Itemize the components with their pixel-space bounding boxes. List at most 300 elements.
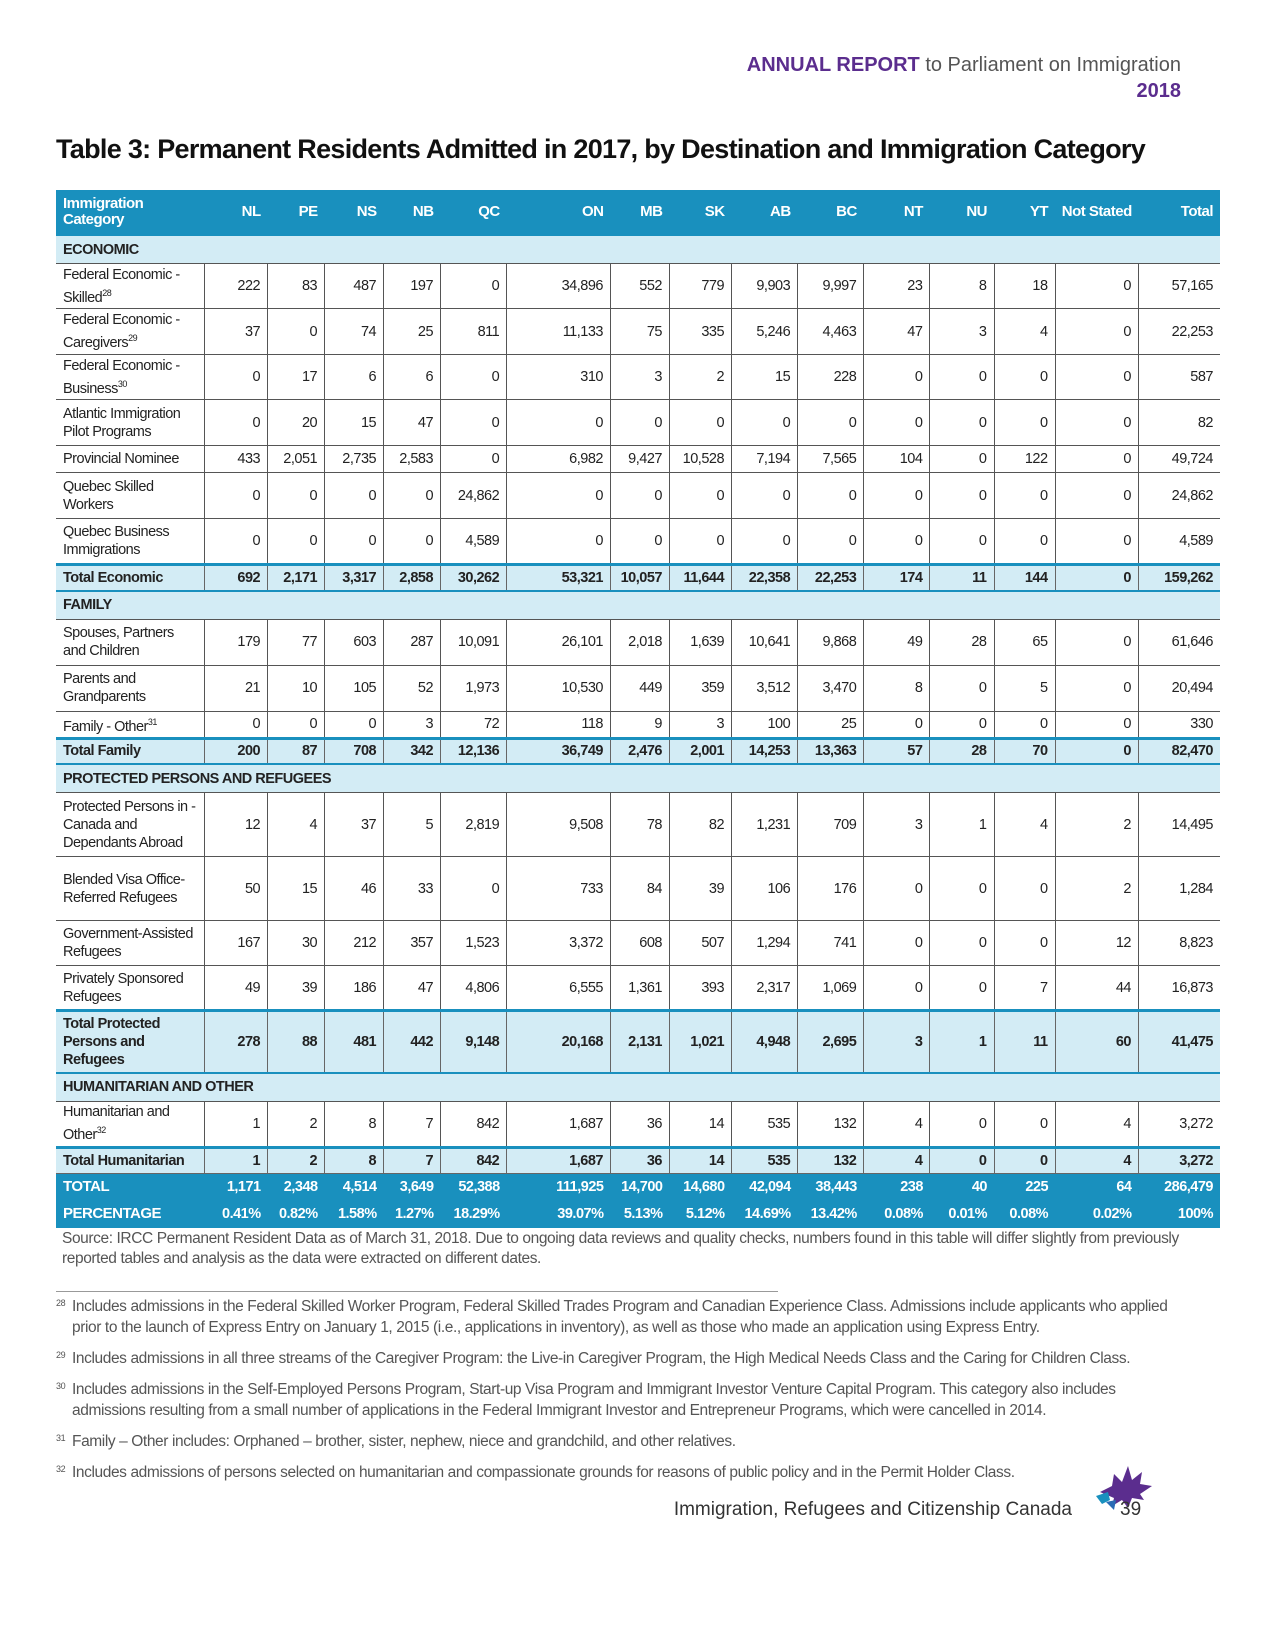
table-cell: 22,253 — [798, 565, 864, 591]
table-cell: 1 — [930, 793, 994, 857]
footnote — [56, 1462, 1186, 1483]
table-cell: 449 — [610, 665, 669, 711]
table-cell: 78 — [610, 793, 669, 857]
table-cell: 0 — [268, 519, 325, 565]
table-cell: 10,641 — [732, 619, 798, 665]
table-cell: 535 — [732, 1101, 798, 1147]
table-cell: 0.08% — [994, 1201, 1055, 1228]
table-cell: 1 — [205, 1101, 268, 1147]
subtotal-row — [56, 1147, 1220, 1173]
row-label — [56, 264, 205, 309]
table-cell: 4,514 — [325, 1173, 384, 1201]
table-cell: 433 — [205, 446, 268, 473]
row-label-text: Quebec Business Immigrations — [63, 524, 170, 558]
table-cell: 1,021 — [669, 1011, 731, 1073]
table-cell: 0 — [1055, 355, 1138, 400]
table-cell: 100 — [732, 711, 798, 738]
table-cell: 0 — [994, 1101, 1055, 1147]
table-cell: 18 — [994, 264, 1055, 309]
table-cell: 0 — [864, 711, 930, 738]
table-cell: 28 — [930, 738, 994, 764]
table-cell: 535 — [732, 1147, 798, 1173]
report-header — [747, 52, 1181, 104]
table-cell: 0 — [864, 921, 930, 966]
row-label — [56, 921, 205, 966]
table-cell: 0 — [930, 711, 994, 738]
table-cell: 842 — [441, 1101, 507, 1147]
table-cell: 38,443 — [798, 1173, 864, 1201]
table-cell: 65 — [994, 619, 1055, 665]
table-cell: 0 — [441, 355, 507, 400]
column-header: NL — [205, 190, 268, 235]
table-cell: 60 — [1055, 1011, 1138, 1073]
table-cell: 16,873 — [1138, 966, 1220, 1011]
table-cell: 0 — [732, 519, 798, 565]
table-cell: 779 — [669, 264, 731, 309]
table-cell: 33 — [384, 857, 441, 921]
table-cell: 5,246 — [732, 309, 798, 355]
row-label — [56, 619, 205, 665]
column-header: AB — [732, 190, 798, 235]
column-header: Total — [1138, 190, 1220, 235]
table-cell: 10,057 — [610, 565, 669, 591]
table-cell: 0 — [325, 473, 384, 519]
table-cell: 0 — [205, 473, 268, 519]
table-cell: 49 — [205, 966, 268, 1011]
table-cell: 8 — [930, 264, 994, 309]
row-label-text: Quebec Skilled Workers — [63, 478, 154, 513]
table-cell: 52,388 — [441, 1173, 507, 1201]
table-cell: 41,475 — [1138, 1011, 1220, 1073]
table-cell: 47 — [384, 400, 441, 446]
row-label-text: Federal Economic - Business — [63, 357, 180, 397]
table-cell: 0 — [798, 400, 864, 446]
table-cell: 4,806 — [441, 966, 507, 1011]
footnote-number: 29 — [56, 1350, 66, 1360]
table-cell: 481 — [325, 1011, 384, 1073]
table-cell: 36,749 — [507, 738, 611, 764]
table-cell: 0 — [507, 519, 611, 565]
table-cell: 13,363 — [798, 738, 864, 764]
column-header: PE — [268, 190, 325, 235]
table-cell: 22,253 — [1138, 309, 1220, 355]
table-cell: 167 — [205, 921, 268, 966]
footer-org: Immigration, Refugees and Citizenship Canada — [673, 1499, 1072, 1520]
table-cell: 1.27% — [384, 1201, 441, 1228]
table-cell: 2 — [268, 1147, 325, 1173]
table-cell: 0 — [930, 519, 994, 565]
section-row — [56, 235, 1220, 264]
table-cell: 42,094 — [732, 1173, 798, 1201]
column-header: BC — [798, 190, 864, 235]
table-cell: 0 — [205, 519, 268, 565]
table-cell: 587 — [1138, 355, 1220, 400]
table-cell: 2,476 — [610, 738, 669, 764]
table-cell: 222 — [205, 264, 268, 309]
table-cell: 39 — [268, 966, 325, 1011]
table-cell: 9,427 — [610, 446, 669, 473]
column-header: Immigration Category — [56, 190, 205, 235]
row-label-text: Total Family — [63, 743, 141, 760]
table-cell: 84 — [610, 857, 669, 921]
report-title-line — [747, 52, 1181, 78]
section-label: FAMILY — [56, 591, 1220, 620]
table-cell: 6 — [384, 355, 441, 400]
table-cell: 1,361 — [610, 966, 669, 1011]
table-cell: 0 — [1055, 400, 1138, 446]
column-header: NT — [864, 190, 930, 235]
section-label: ECONOMIC — [56, 235, 1220, 264]
table-cell: 0 — [441, 857, 507, 921]
table-cell: 18.29% — [441, 1201, 507, 1228]
table-cell: 25 — [384, 309, 441, 355]
table-cell: 57 — [864, 738, 930, 764]
table-cell: 3 — [384, 711, 441, 738]
table-cell: 3 — [610, 355, 669, 400]
table-cell: 0 — [798, 519, 864, 565]
table-cell: 5 — [994, 665, 1055, 711]
table-cell: 0 — [1055, 565, 1138, 591]
table-cell: 77 — [268, 619, 325, 665]
table-cell: 14.69% — [732, 1201, 798, 1228]
table-cell: 28 — [930, 619, 994, 665]
table-cell: 0 — [325, 711, 384, 738]
table-cell: 0 — [268, 473, 325, 519]
table-cell: 37 — [325, 793, 384, 857]
table-cell: 0 — [384, 519, 441, 565]
table-cell: 310 — [507, 355, 611, 400]
table-cell: 286,479 — [1138, 1173, 1220, 1201]
row-label — [56, 665, 205, 711]
table-cell: 50 — [205, 857, 268, 921]
table-cell: 74 — [325, 309, 384, 355]
row-label-text: TOTAL — [63, 1178, 110, 1195]
row-label-text: Family - Other — [63, 718, 148, 735]
immigration-table — [56, 190, 1220, 1228]
table-cell: 0 — [994, 473, 1055, 519]
page-number: 39 — [1120, 1499, 1142, 1520]
table-cell: 9 — [610, 711, 669, 738]
table-cell: 75 — [610, 309, 669, 355]
table-cell: 709 — [798, 793, 864, 857]
subtotal-row — [56, 565, 1220, 591]
table-cell: 15 — [268, 857, 325, 921]
footnote-text: Includes admissions in the Self-Employed Persons Program, Start-up Visa Program and Immigrant Investor Venture Capital Program. This category also includes admissions resulting from a small number of applications in the Federal Immigrant Investor and Entrepreneur Programs, which were cancelled in 2014. — [72, 1381, 1116, 1419]
table-cell: 335 — [669, 309, 731, 355]
table-row — [56, 921, 1220, 966]
table-cell: 0 — [864, 519, 930, 565]
section-label: PROTECTED PERSONS AND REFUGEES — [56, 764, 1220, 793]
table-cell: 46 — [325, 857, 384, 921]
table-cell: 0.01% — [930, 1201, 994, 1228]
table-cell: 82 — [1138, 400, 1220, 446]
table-cell: 0 — [205, 400, 268, 446]
table-cell: 83 — [268, 264, 325, 309]
table-cell: 34,896 — [507, 264, 611, 309]
table-cell: 2,735 — [325, 446, 384, 473]
table-cell: 359 — [669, 665, 731, 711]
subtotal-row — [56, 1011, 1220, 1073]
table-row — [56, 793, 1220, 857]
table-cell: 88 — [268, 1011, 325, 1073]
row-label — [56, 793, 205, 857]
table-cell: 0 — [864, 966, 930, 1011]
table-cell: 47 — [384, 966, 441, 1011]
footnote — [56, 1431, 1186, 1452]
table-cell: 3 — [864, 1011, 930, 1073]
footnote-divider — [56, 1291, 778, 1292]
table-cell: 15 — [732, 355, 798, 400]
table-cell: 603 — [325, 619, 384, 665]
row-label-text: Blended Visa Office-Referred Refugees — [63, 871, 185, 906]
table-cell: 49 — [864, 619, 930, 665]
table-cell: 0 — [864, 857, 930, 921]
table-row — [56, 446, 1220, 473]
table-cell: 44 — [1055, 966, 1138, 1011]
table-cell: 100% — [1138, 1201, 1220, 1228]
table-cell: 0 — [864, 355, 930, 400]
table-cell: 144 — [994, 565, 1055, 591]
row-label — [56, 1011, 205, 1073]
table-cell: 13.42% — [798, 1201, 864, 1228]
footnote-number: 31 — [56, 1433, 66, 1443]
column-header: SK — [669, 190, 731, 235]
table-cell: 0.02% — [1055, 1201, 1138, 1228]
table-cell: 200 — [205, 738, 268, 764]
table-cell: 1 — [930, 1011, 994, 1073]
table-cell: 104 — [864, 446, 930, 473]
footnote-ref: 29 — [128, 333, 138, 344]
table-cell: 0 — [325, 519, 384, 565]
table-cell: 692 — [205, 565, 268, 591]
table-cell: 2 — [1055, 857, 1138, 921]
table-cell: 9,868 — [798, 619, 864, 665]
table-cell: 0 — [930, 857, 994, 921]
table-cell: 2,171 — [268, 565, 325, 591]
table-cell: 15 — [325, 400, 384, 446]
table-cell: 0 — [384, 473, 441, 519]
column-header: NU — [930, 190, 994, 235]
table-cell: 3,272 — [1138, 1147, 1220, 1173]
row-label — [56, 857, 205, 921]
table-cell: 0 — [669, 400, 731, 446]
table-cell: 2,348 — [268, 1173, 325, 1201]
section-row — [56, 764, 1220, 793]
table-cell: 0 — [930, 400, 994, 446]
table-cell: 0 — [930, 966, 994, 1011]
table-cell: 9,903 — [732, 264, 798, 309]
table-cell: 57,165 — [1138, 264, 1220, 309]
table-cell: 179 — [205, 619, 268, 665]
table-cell: 0 — [930, 921, 994, 966]
table-cell: 25 — [798, 711, 864, 738]
table-cell: 1,523 — [441, 921, 507, 966]
table-cell: 132 — [798, 1147, 864, 1173]
row-label — [56, 1201, 205, 1228]
table-cell: 10,530 — [507, 665, 611, 711]
table-cell: 14,495 — [1138, 793, 1220, 857]
table-cell: 87 — [268, 738, 325, 764]
table-cell: 39 — [669, 857, 731, 921]
row-label — [56, 446, 205, 473]
table-cell: 7,194 — [732, 446, 798, 473]
footnote-text: Includes admissions in all three streams of the Caregiver Program: the Live-in Caregiver Program, the High Medical Needs Class and the Caring for Children Class. — [72, 1350, 1131, 1367]
section-row — [56, 1073, 1220, 1102]
subtotal-row — [56, 738, 1220, 764]
table-cell: 106 — [732, 857, 798, 921]
table-cell: 14,680 — [669, 1173, 731, 1201]
table-cell: 0 — [930, 1101, 994, 1147]
table-cell: 12,136 — [441, 738, 507, 764]
table-cell: 0 — [994, 711, 1055, 738]
table-cell: 2 — [268, 1101, 325, 1147]
table-cell: 49,724 — [1138, 446, 1220, 473]
table-cell: 1,973 — [441, 665, 507, 711]
row-label-text: Federal Economic - Skilled — [63, 266, 180, 306]
table-cell: 11 — [930, 565, 994, 591]
table-cell: 14 — [669, 1147, 731, 1173]
table-cell: 10,091 — [441, 619, 507, 665]
table-cell: 53,321 — [507, 565, 611, 591]
table-cell: 1.58% — [325, 1201, 384, 1228]
table-cell: 6,555 — [507, 966, 611, 1011]
table-cell: 7 — [384, 1101, 441, 1147]
grand-total-row — [56, 1201, 1220, 1228]
table-cell: 0 — [1055, 619, 1138, 665]
table-cell: 122 — [994, 446, 1055, 473]
table-cell: 552 — [610, 264, 669, 309]
row-label — [56, 355, 205, 400]
row-label — [56, 1147, 205, 1173]
table-cell: 72 — [441, 711, 507, 738]
table-cell: 5.12% — [669, 1201, 731, 1228]
table-cell: 0 — [610, 400, 669, 446]
table-cell: 0 — [994, 355, 1055, 400]
table-cell: 0 — [1055, 665, 1138, 711]
table-cell: 342 — [384, 738, 441, 764]
table-row — [56, 665, 1220, 711]
table-row — [56, 857, 1220, 921]
table-cell: 10,528 — [669, 446, 731, 473]
table-header-row — [56, 190, 1220, 235]
table-cell: 12 — [1055, 921, 1138, 966]
table-cell: 741 — [798, 921, 864, 966]
row-label-text: Protected Persons in -Canada and Dependants Abroad — [63, 798, 196, 851]
table-cell: 0 — [732, 473, 798, 519]
table-cell: 6 — [325, 355, 384, 400]
table-cell: 20,168 — [507, 1011, 611, 1073]
table-cell: 4 — [268, 793, 325, 857]
row-label-text: Humanitarian and Other — [63, 1104, 170, 1143]
table-cell: 0 — [1055, 264, 1138, 309]
table-cell: 2,583 — [384, 446, 441, 473]
table-cell: 82,470 — [1138, 738, 1220, 764]
table-cell: 0 — [1055, 309, 1138, 355]
table-cell: 132 — [798, 1101, 864, 1147]
report-title-rest: to Parliament on Immigration — [919, 54, 1181, 76]
table-cell: 1,069 — [798, 966, 864, 1011]
row-label — [56, 711, 205, 738]
table-cell: 12 — [205, 793, 268, 857]
table-body — [56, 235, 1220, 1228]
row-label — [56, 1173, 205, 1201]
row-label-text: Provincial Nominee — [63, 451, 179, 467]
table-cell: 82 — [669, 793, 731, 857]
table-cell: 4,463 — [798, 309, 864, 355]
table-cell: 2,819 — [441, 793, 507, 857]
table-cell: 3,317 — [325, 565, 384, 591]
column-header: MB — [610, 190, 669, 235]
table-cell: 708 — [325, 738, 384, 764]
table-cell: 8 — [864, 665, 930, 711]
table-cell: 0 — [994, 400, 1055, 446]
row-label-text: Total Humanitarian — [63, 1152, 185, 1169]
footnote-text: Includes admissions of persons selected on humanitarian and compassionate grounds for reasons of public policy and in the Permit Holder Class. — [72, 1464, 1015, 1481]
row-label-text: Total Economic — [63, 569, 163, 586]
table-cell: 0 — [994, 857, 1055, 921]
table-cell: 0.82% — [268, 1201, 325, 1228]
table-row — [56, 966, 1220, 1011]
table-cell: 0 — [864, 400, 930, 446]
table-cell: 11,133 — [507, 309, 611, 355]
table-cell: 36 — [610, 1147, 669, 1173]
table-cell: 393 — [669, 966, 731, 1011]
table-cell: 159,262 — [1138, 565, 1220, 591]
table-cell: 1,284 — [1138, 857, 1220, 921]
table-cell: 36 — [610, 1101, 669, 1147]
column-header: NS — [325, 190, 384, 235]
table-cell: 0 — [669, 519, 731, 565]
table-row — [56, 711, 1220, 738]
table-cell: 8 — [325, 1101, 384, 1147]
table-cell: 487 — [325, 264, 384, 309]
row-label — [56, 565, 205, 591]
table-cell: 14 — [669, 1101, 731, 1147]
table-cell: 0 — [1055, 473, 1138, 519]
table-cell: 4 — [864, 1147, 930, 1173]
table-cell: 61,646 — [1138, 619, 1220, 665]
row-label-text: Atlantic Immigration Pilot Programs — [63, 405, 181, 440]
table-cell: 4 — [864, 1101, 930, 1147]
table-cell: 2 — [669, 355, 731, 400]
table-cell: 3,372 — [507, 921, 611, 966]
table-row — [56, 309, 1220, 355]
table-cell: 105 — [325, 665, 384, 711]
table-cell: 842 — [441, 1147, 507, 1173]
source-note: Source: IRCC Permanent Resident Data as of March 31, 2018. Due to ongoing data reviews and quality checks, numbers found in this table will differ slightly from previously reported tables and analysis as the data were extracted on different dates. — [62, 1230, 1179, 1267]
table-cell: 14,700 — [610, 1173, 669, 1201]
table-row — [56, 1101, 1220, 1147]
table-cell: 30 — [268, 921, 325, 966]
table-cell: 197 — [384, 264, 441, 309]
table-cell: 6,982 — [507, 446, 611, 473]
row-label-text: Federal Economic - Caregivers — [63, 312, 180, 351]
footnote — [56, 1296, 1186, 1338]
section-label: HUMANITARIAN AND OTHER — [56, 1073, 1220, 1102]
row-label-text: Government-Assisted Refugees — [63, 926, 193, 960]
table-cell: 4 — [1055, 1147, 1138, 1173]
table-cell: 0 — [732, 400, 798, 446]
table-cell: 0 — [610, 473, 669, 519]
table-cell: 2,051 — [268, 446, 325, 473]
row-label-text: Privately Sponsored Refugees — [63, 970, 184, 1005]
table-cell: 2,695 — [798, 1011, 864, 1073]
footnote-ref: 32 — [96, 1125, 106, 1136]
table-title: Table 3: Permanent Residents Admitted in 2017, by Destination and Immigration Category — [56, 134, 1146, 164]
row-label — [56, 738, 205, 764]
table-cell: 3,272 — [1138, 1101, 1220, 1147]
table-cell: 39.07% — [507, 1201, 611, 1228]
